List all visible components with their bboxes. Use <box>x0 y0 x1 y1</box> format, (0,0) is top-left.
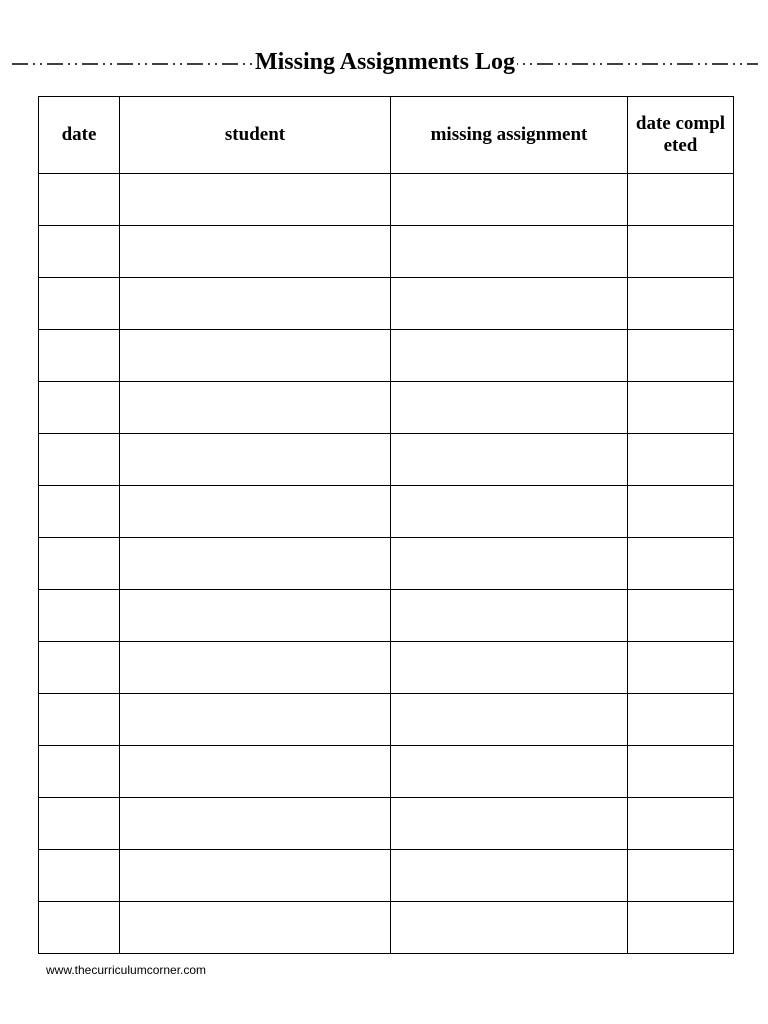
footer-url: www.thecurriculumcorner.com <box>46 963 207 977</box>
column-header-missing-assignment: missing assignment <box>391 97 628 174</box>
cell-date[interactable] <box>39 590 120 642</box>
cell-date[interactable] <box>39 694 120 746</box>
cell-date-completed[interactable] <box>628 382 734 434</box>
cell-date[interactable] <box>39 746 120 798</box>
cell-student[interactable] <box>120 434 391 486</box>
missing-assignments-table <box>38 96 734 954</box>
table-row <box>39 382 734 434</box>
table-row <box>39 642 734 694</box>
cell-date[interactable] <box>39 538 120 590</box>
cell-missing-assignment[interactable] <box>391 538 628 590</box>
cell-date[interactable] <box>39 174 120 226</box>
cell-missing-assignment[interactable] <box>391 694 628 746</box>
cell-date[interactable] <box>39 798 120 850</box>
cell-student[interactable] <box>120 226 391 278</box>
cell-date-completed[interactable] <box>628 694 734 746</box>
cell-student[interactable] <box>120 746 391 798</box>
cell-missing-assignment[interactable] <box>391 434 628 486</box>
page-title-text: Missing Assignments Log <box>254 49 516 75</box>
cell-date-completed[interactable] <box>628 850 734 902</box>
cell-missing-assignment[interactable] <box>391 798 628 850</box>
table-row <box>39 850 734 902</box>
cell-missing-assignment[interactable] <box>391 590 628 642</box>
cell-date[interactable] <box>39 902 120 954</box>
cell-student[interactable] <box>120 590 391 642</box>
table-row <box>39 902 734 954</box>
cell-missing-assignment[interactable] <box>391 174 628 226</box>
cell-date-completed[interactable] <box>628 538 734 590</box>
table-row <box>39 174 734 226</box>
table-row <box>39 278 734 330</box>
cell-date-completed[interactable] <box>628 330 734 382</box>
cell-date[interactable] <box>39 434 120 486</box>
cell-student[interactable] <box>120 902 391 954</box>
table-row <box>39 590 734 642</box>
cell-date-completed[interactable] <box>628 746 734 798</box>
column-header-student: student <box>120 97 391 174</box>
cell-missing-assignment[interactable] <box>391 902 628 954</box>
cell-student[interactable] <box>120 174 391 226</box>
cell-date[interactable] <box>39 850 120 902</box>
column-header-date-completed: date completed <box>628 97 734 174</box>
cell-date[interactable] <box>39 486 120 538</box>
cell-date-completed[interactable] <box>628 798 734 850</box>
cell-missing-assignment[interactable] <box>391 746 628 798</box>
cell-missing-assignment[interactable] <box>391 642 628 694</box>
cell-date-completed[interactable] <box>628 486 734 538</box>
cell-student[interactable] <box>120 642 391 694</box>
cell-student[interactable] <box>120 850 391 902</box>
table-row <box>39 486 734 538</box>
table-row <box>39 226 734 278</box>
table-header-row <box>39 97 734 174</box>
cell-student[interactable] <box>120 798 391 850</box>
cell-date[interactable] <box>39 642 120 694</box>
cell-student[interactable] <box>120 382 391 434</box>
cell-student[interactable] <box>120 330 391 382</box>
cell-date-completed[interactable] <box>628 902 734 954</box>
cell-missing-assignment[interactable] <box>391 330 628 382</box>
cell-date-completed[interactable] <box>628 434 734 486</box>
cell-date-completed[interactable] <box>628 642 734 694</box>
cell-date[interactable] <box>39 330 120 382</box>
cell-date[interactable] <box>39 278 120 330</box>
cell-date[interactable] <box>39 382 120 434</box>
cell-student[interactable] <box>120 694 391 746</box>
cell-student[interactable] <box>120 486 391 538</box>
cell-missing-assignment[interactable] <box>391 486 628 538</box>
column-header-date: date <box>39 97 120 174</box>
cell-date-completed[interactable] <box>628 278 734 330</box>
table-row <box>39 694 734 746</box>
cell-student[interactable] <box>120 278 391 330</box>
table-row <box>39 330 734 382</box>
cell-date-completed[interactable] <box>628 226 734 278</box>
table-row <box>39 798 734 850</box>
cell-missing-assignment[interactable] <box>391 850 628 902</box>
table-row <box>39 746 734 798</box>
table-body <box>39 174 734 954</box>
table-row <box>39 538 734 590</box>
table-row <box>39 434 734 486</box>
page-title <box>12 46 758 78</box>
cell-date-completed[interactable] <box>628 174 734 226</box>
cell-student[interactable] <box>120 538 391 590</box>
cell-missing-assignment[interactable] <box>391 382 628 434</box>
cell-date-completed[interactable] <box>628 590 734 642</box>
cell-date[interactable] <box>39 226 120 278</box>
cell-missing-assignment[interactable] <box>391 278 628 330</box>
title-bar <box>12 44 758 84</box>
cell-missing-assignment[interactable] <box>391 226 628 278</box>
